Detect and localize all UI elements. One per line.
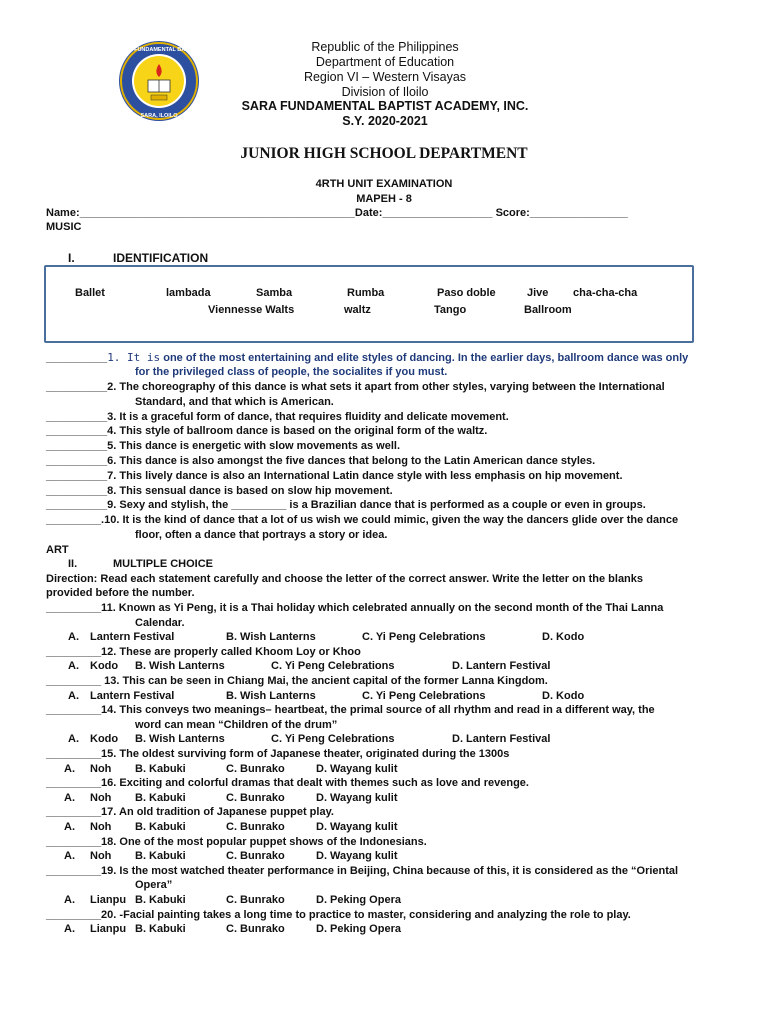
mc-question-20: _________20. -Facial painting takes a long time to practice to master, considering and analyzing the role to play. bbox=[46, 908, 631, 921]
id-item-7: __________7. This lively dance is also an International Latin dance style with less emphasis on hip movement. bbox=[46, 470, 623, 482]
id-item-2: __________2. The choreography of this dance is what sets it apart from other styles, varying between the International bbox=[46, 381, 665, 393]
word-paso-doble: Paso doble bbox=[437, 287, 496, 299]
name-date-score-line: Name:_____________________________________________Date:__________________ Score:________________ bbox=[46, 207, 628, 219]
mc-14-option-d: D. Lantern Festival bbox=[452, 733, 551, 746]
mc-11-option-c: C. Yi Peng Celebrations bbox=[362, 631, 486, 644]
mc-question-11: _________11. Known as Yi Peng, it is a Thai holiday which celebrated annually on the second month of the Thai Lanna bbox=[46, 602, 664, 614]
school-seal-icon bbox=[118, 40, 200, 122]
mc-13-option-a: Lantern Festival bbox=[90, 689, 175, 702]
mc-15-option-a: Noh bbox=[90, 762, 112, 775]
mc-18-option-d: D. Wayang kulit bbox=[316, 850, 398, 863]
word-cha-cha-cha: cha-cha-cha bbox=[573, 287, 638, 299]
mc-13-letter-a: A. bbox=[68, 689, 79, 702]
id-item-9: __________9. Sexy and stylish, the _________ is a Brazilian dance that is performed as a couple or even in groups. bbox=[46, 499, 646, 511]
mc-11-option-b: B. Wish Lanterns bbox=[226, 631, 316, 644]
mc-12-option-c: C. Yi Peng Celebrations bbox=[271, 660, 395, 673]
mc-12-option-b: B. Wish Lanterns bbox=[135, 660, 225, 673]
mc-11-option-a: Lantern Festival bbox=[90, 631, 175, 644]
mc-16-letter-a: A. bbox=[64, 791, 75, 804]
mc-16-option-b: B. Kabuki bbox=[135, 791, 186, 804]
mc-13-option-b: B. Wish Lanterns bbox=[226, 689, 316, 702]
id-item-1-cont: for the privileged class of people, the socialites if you must. bbox=[135, 366, 448, 378]
id-item-10-cont: floor, often a dance that portrays a story or idea. bbox=[135, 529, 388, 541]
word-samba: Samba bbox=[256, 287, 293, 299]
id-item-4: __________4. This style of ballroom dance is based on the original form of the waltz. bbox=[46, 425, 488, 437]
mc-18-option-c: C. Bunrako bbox=[226, 850, 285, 863]
mc-17-letter-a: A. bbox=[64, 821, 75, 833]
header-line-deped: Department of Education bbox=[315, 55, 455, 69]
id-item-3: __________3. It is a graceful form of dance, that requires fluidity and delicate movement. bbox=[46, 411, 509, 423]
mc-11-option-d: D. Kodo bbox=[542, 631, 585, 644]
mc-19-option-a: Lianpu bbox=[90, 894, 127, 906]
mc-12-letter-a: A. bbox=[68, 660, 79, 673]
part1-number: I. bbox=[68, 251, 75, 265]
svg-text:SARA FUNDAMENTAL BAPTIST: SARA FUNDAMENTAL BAPTIST bbox=[118, 47, 200, 53]
mc-14-letter-a: A. bbox=[68, 733, 79, 746]
word-ballroom: Ballroom bbox=[524, 304, 572, 316]
school-name: SARA FUNDAMENTAL BAPTIST ACADEMY, INC. bbox=[241, 99, 529, 113]
svg-text:SARA, ILOILO: SARA, ILOILO bbox=[140, 113, 178, 119]
mc-17-option-c: C. Bunrako bbox=[226, 821, 285, 833]
mc-question-12: _________12. These are properly called Khoom Loy or Khoo bbox=[46, 645, 361, 658]
id-item-1-text: one of the most entertaining and elite styles of dancing. In the earlier days, ballroom dance was only bbox=[160, 352, 689, 364]
mc-20-option-b: B. Kabuki bbox=[135, 923, 186, 936]
mc-14-option-c: C. Yi Peng Celebrations bbox=[271, 733, 395, 746]
direction-line-1: Direction: Read each statement carefully and choose the letter of the correct answer. Write the letter on the blanks bbox=[46, 573, 644, 585]
mc-15-option-c: C. Bunrako bbox=[226, 762, 285, 775]
mc-16-option-d: D. Wayang kulit bbox=[316, 791, 398, 804]
mc-19-option-b: B. Kabuki bbox=[135, 894, 186, 906]
mc-19-letter-a: A. bbox=[64, 894, 75, 906]
section-music: MUSIC bbox=[46, 221, 82, 233]
section-art: ART bbox=[46, 544, 69, 556]
mc-15-option-b: B. Kabuki bbox=[135, 762, 186, 775]
id-item-2-cont: Standard, and that which is American. bbox=[135, 396, 334, 408]
word-rumba: Rumba bbox=[347, 287, 385, 299]
mc-14-option-b: B. Wish Lanterns bbox=[135, 733, 225, 746]
mc-question-14: _________14. This conveys two meanings– heartbeat, the primal source of all rhythm and read in a different way, the bbox=[46, 704, 655, 717]
header-line-republic: Republic of the Philippines bbox=[311, 40, 459, 54]
mc-19-option-c: C. Bunrako bbox=[226, 894, 285, 906]
mc-19-option-d: D. Peking Opera bbox=[316, 894, 401, 906]
mc-13-option-d: D. Kodo bbox=[542, 689, 585, 702]
mc-11-letter-a: A. bbox=[68, 631, 79, 644]
exam-subject: MAPEH - 8 bbox=[356, 193, 412, 205]
mc-17-option-a: Noh bbox=[90, 821, 112, 833]
mc-15-letter-a: A. bbox=[64, 762, 75, 775]
direction-line-2: provided before the number. bbox=[46, 587, 195, 599]
mc-16-option-c: C. Bunrako bbox=[226, 791, 285, 804]
mc-15-option-d: D. Wayang kulit bbox=[316, 762, 398, 775]
mc-18-option-a: Noh bbox=[90, 850, 112, 863]
mc-13-option-c: C. Yi Peng Celebrations bbox=[362, 689, 486, 702]
mc-20-option-a: Lianpu bbox=[90, 923, 127, 936]
mc-question-15: _________15. The oldest surviving form of Japanese theater, originated during the 1300s bbox=[46, 748, 510, 760]
mc-14-option-a: Kodo bbox=[90, 733, 119, 746]
word-waltz: waltz bbox=[344, 304, 371, 316]
mc-20-option-c: C. Bunrako bbox=[226, 923, 285, 936]
id-item-1-lead: 1. It is bbox=[107, 351, 161, 364]
header-line-division: Division of Iloilo bbox=[341, 85, 429, 99]
department-title: JUNIOR HIGH SCHOOL DEPARTMENT bbox=[240, 145, 528, 162]
mc-20-option-d: D. Peking Opera bbox=[316, 923, 401, 936]
part2-title: MULTIPLE CHOICE bbox=[113, 558, 214, 570]
id-item-8: __________8. This sensual dance is based on slow hip movement. bbox=[46, 485, 393, 497]
mc-20-letter-a: A. bbox=[64, 923, 75, 936]
mc-question-19: _________19. Is the most watched theater performance in Beijing, China because of this, it is considered as the “Oriental bbox=[46, 864, 679, 877]
exam-title: 4RTH UNIT EXAMINATION bbox=[315, 178, 453, 190]
mc-question-18: _________18. One of the most popular puppet shows of the Indonesians. bbox=[46, 835, 427, 848]
mc-17-option-b: B. Kabuki bbox=[135, 821, 186, 833]
word-jive: Jive bbox=[527, 287, 549, 299]
mc-18-option-b: B. Kabuki bbox=[135, 850, 186, 863]
mc-question-17: _________17. An old tradition of Japanese puppet play. bbox=[46, 806, 334, 819]
mc-question-19-cont: Opera” bbox=[135, 879, 173, 892]
mc-question-16: _________16. Exciting and colorful dramas that dealt with themes such as love and revenge. bbox=[46, 777, 529, 790]
id-item-1-blank: __________ bbox=[46, 352, 108, 364]
mc-18-letter-a: A. bbox=[64, 850, 75, 863]
part2-number: II. bbox=[68, 558, 78, 570]
mc-12-option-d: D. Lantern Festival bbox=[452, 660, 551, 673]
word-viennesse-walts: Viennesse Walts bbox=[208, 304, 295, 316]
mc-question-14-cont: word can mean “Children of the drum” bbox=[135, 718, 338, 731]
id-item-10: _________.10. It is the kind of dance that a lot of us wish we could mimic, given the way the dancers glide over the dance bbox=[46, 514, 679, 526]
mc-16-option-a: Noh bbox=[90, 791, 112, 804]
mc-17-option-d: D. Wayang kulit bbox=[316, 821, 398, 833]
word-ballet: Ballet bbox=[75, 287, 105, 299]
word-lambada: lambada bbox=[166, 287, 211, 299]
mc-12-option-a: Kodo bbox=[90, 660, 119, 673]
word-tango: Tango bbox=[434, 304, 467, 316]
mc-question-13: _________ 13. This can be seen in Chiang Mai, the ancient capital of the former Lanna Kingdom. bbox=[46, 675, 548, 687]
mc-question-11-cont: Calendar. bbox=[135, 616, 185, 629]
header-line-region: Region VI – Western Visayas bbox=[303, 70, 467, 84]
id-item-6: __________6. This dance is also amongst the five dances that belong to the Latin American dance styles. bbox=[46, 455, 596, 467]
part1-title: IDENTIFICATION bbox=[113, 251, 209, 265]
school-logo bbox=[118, 40, 200, 122]
id-item-1 bbox=[46, 351, 688, 364]
id-item-5: __________5. This dance is energetic with slow movements as well. bbox=[46, 440, 400, 452]
school-year: S.Y. 2020-2021 bbox=[342, 114, 428, 128]
